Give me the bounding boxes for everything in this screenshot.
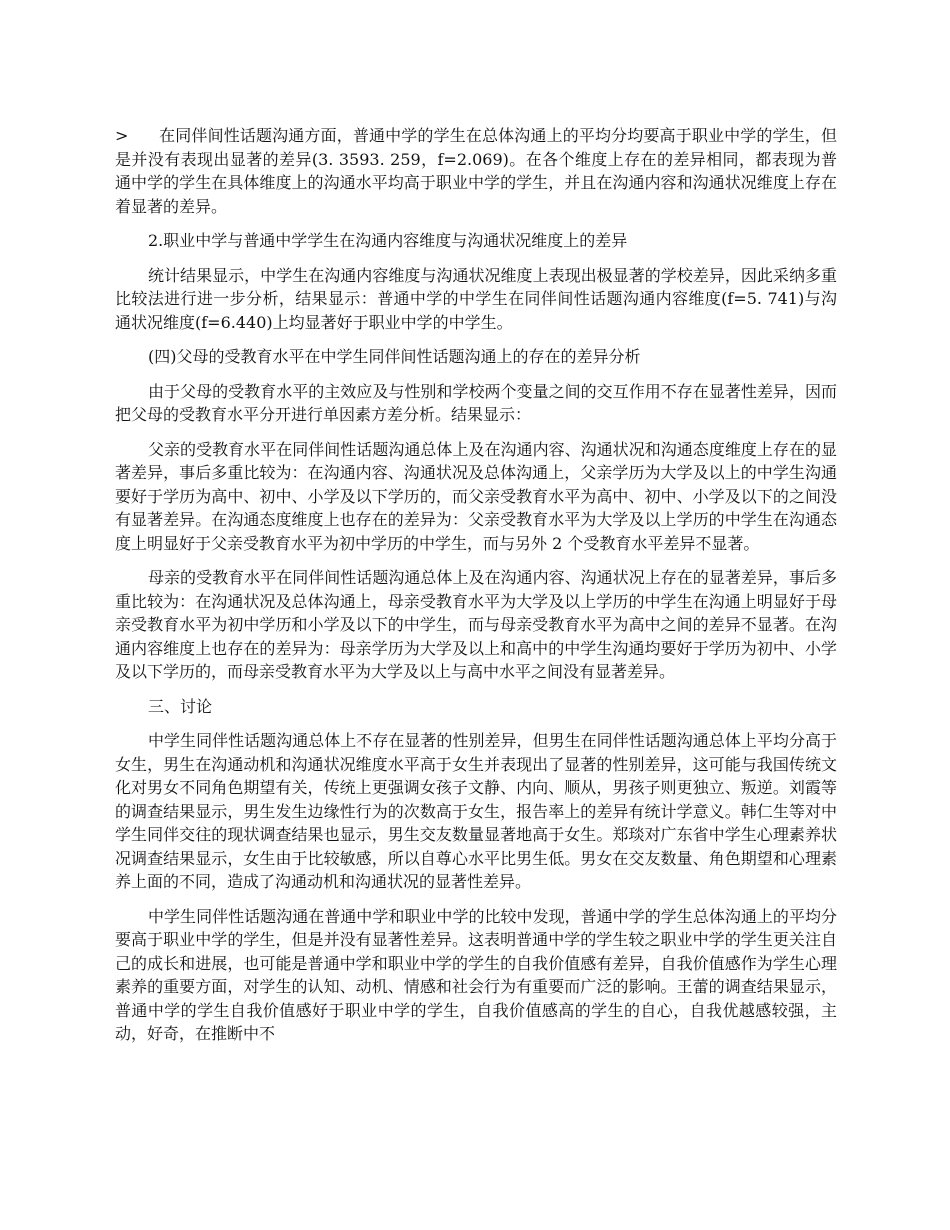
section-heading-school-differences: 2.职业中学与普通中学学生在沟通内容维度与沟通状况维度上的差异 (148, 231, 628, 250)
paragraph-mother-education: 母亲的受教育水平在同伴间性话题沟通总体上及在沟通内容、沟通状况上存在的显著差异，事后多重比较为：在沟通状况及总体沟通上，母亲受教育水平为大学及以上学历的中学生在沟通上明显好于母亲受教育水平为初中学历和小学及以下的中学生，而与母亲受教育水平为高中之间的差异不显著。在沟通内容维度上也存在的差异为：母亲学历为大学及以上和高中的中学生沟通均要好于学历为初中、小学及以下学历的，而母亲受教育水平为大学及以上与高中水平之间没有显著差异。 (115, 568, 837, 681)
document-page (115, 124, 837, 1057)
section-heading-discussion: 三、讨论 (148, 696, 213, 716)
paragraph-father-education: 父亲的受教育水平在同伴间性话题沟通总体上及在沟通内容、沟通状况和沟通态度维度上存在的显著差异，事后多重比较为：在沟通内容、沟通状况及总体沟通上，父亲学历为大学及以上的中学生沟通要好于学历为高中、初中、小学及以下学历的，而父亲受教育水平为高中、初中、小学及以下的之间没有显著差异。在沟通态度维度上也存在的差异为：父亲受教育水平为大学及以上学历的中学生在沟通态度上明显好于父亲受教育水平为初中学历的中学生，而与另外 2 个受教育水平差异不显著。 (115, 439, 837, 553)
paragraph-gender-school-summary (115, 124, 837, 218)
paragraph-parent-education-intro: 由于父母的受教育水平的主效应及与性别和学校两个变量之间的交互作用不存在显著性差异，因而把父母的受教育水平分开进行单因素方差分析。结果显示： (115, 381, 837, 424)
paragraph-statistics-result: 统计结果显示，中学生在沟通内容维度与沟通状况维度上表现出极显著的学校差异，因此采纳多重比较法进行进一步分析，结果显示：普通中学的中学生在同伴间性话题沟通内容维度(f=5. 741)与沟通状况维度(f=6.440)上均显著好于职业中学的中学生。 (115, 265, 837, 332)
paragraph-school-discussion: 中学生同伴性话题沟通在普通中学和职业中学的比较中发现，普通中学的学生总体沟通上的平均分要高于职业中学的学生，但是并没有显著性差异。这表明普通中学的学生较之职业中学的学生更关注自己的成长和进展，也可能是普通中学和职业中学的学生的自我价值感有差异，自我价值感作为学生心理素养的重要方面，对学生的认知、动机、情感和社会行为有重要而广泛的影响。王蕾的调查结果显示，普通中学的学生自我价值感好于职业中学的学生，自我价值感高的学生的自心，自我优越感较强，主动，好奇，在推断中不 (115, 906, 837, 1043)
section-heading-parent-education: (四)父母的受教育水平在中学生同伴间性话题沟通上的存在的差异分析 (148, 347, 641, 366)
paragraph-gender-discussion: 中学生同伴性话题沟通总体上不存在显著的性别差异，但男生在同伴性话题沟通总体上平均分高于女生，男生在沟通动机和沟通状况维度水平高于女生并表现出了显著的性别差异，这可能与我国传统文化对男女不同角色期望有关，传统上更强调女孩子文静、内向、顺从，男孩子则更独立、叛逆。刘霞等的调查结果显示，男生发生边缘性行为的次数高于女生，报告率上的差异有统计学意义。韩仁生等对中学生同伴交往的现状调查结果也显示，男生交友数量显著地高于女生。郑琰对广东省中学生心理素养状况调查结果显示，女生由于比较敏感，所以自尊心水平比男生低。男女在交友数量、角色期望和心理素养上面的不同，造成了沟通动机和沟通状况的显著性差异。 (115, 731, 837, 891)
paragraph-marker: > (115, 126, 129, 145)
paragraph-text: 在同伴间性话题沟通方面，普通中学的学生在总体沟通上的平均分均要高于职业中学的学生，但是并没有表现出显著的差异(3. 3593. 259，f=2.069)。在各个维度上存在的差异相同，都表现为普通中学的学生在具体维度上的沟通水平均高于职业中学的学生，并且在沟通内容和沟通状况维度上存在着显著的差异。 (115, 126, 837, 216)
